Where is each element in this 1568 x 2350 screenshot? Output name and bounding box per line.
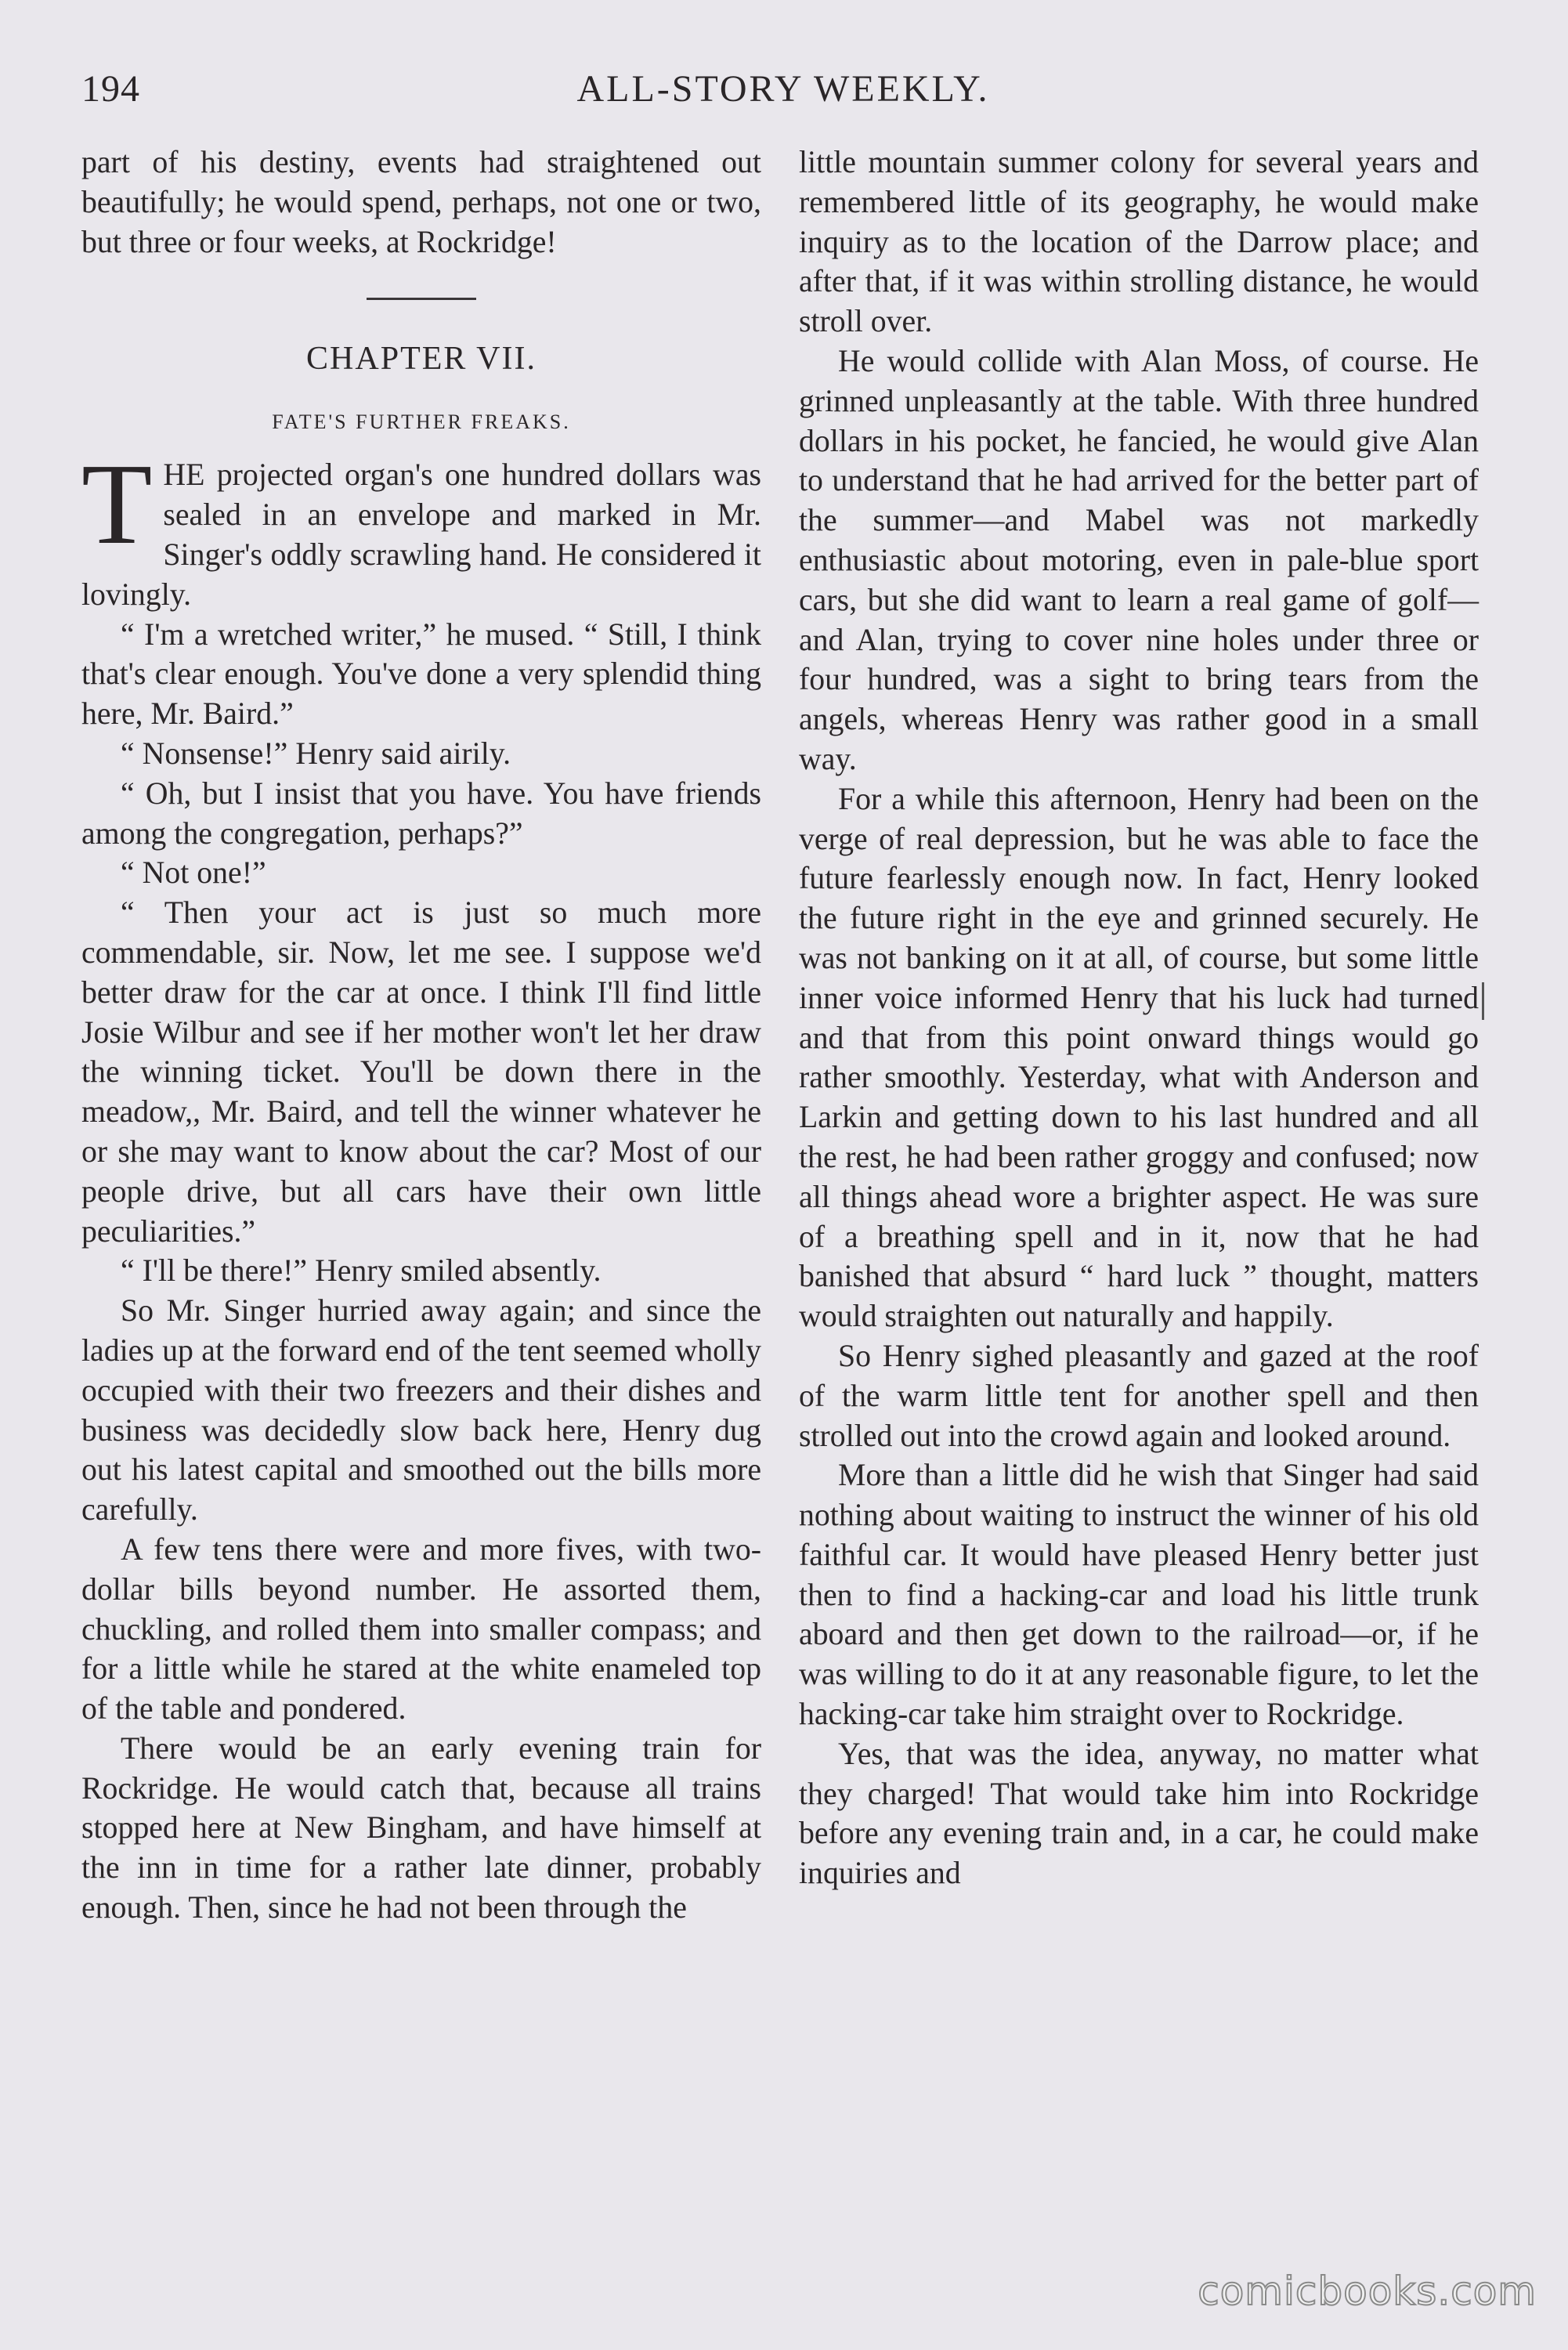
- opening-paragraph: [81, 440, 761, 614]
- paragraph: Yes, that was the idea, anyway, no matter what they charged! That would take him into Rockridge before any evening train and, in a car, he could make inquiries and: [799, 1736, 1479, 1891]
- paragraph: For a while this afternoon, Henry had been on the verge of real depression, but he was able to face the future fearlessly enough now. In fact, Henry looked the future right in the eye and grinned securely. He was not banking on it at all, of course, but some little inner voice informed Henry that his luck had turned and that from this point onward things would go rather smoothly. Yesterday, what with Anderson and Larkin and getting down to his last hundred and all the rest, he had been rather groggy and confused; now all things ahead wore a brighter aspect. He was sure of a breathing spell and in it, now that he had banished that absurd “ hard luck ” thought, matters would straighten out naturally and happily.: [799, 781, 1479, 1334]
- margin-mark: [1482, 982, 1484, 1020]
- running-head: [0, 67, 1568, 122]
- right-column: [799, 143, 1479, 1893]
- chapter-subtitle: FATE'S FURTHER FREAKS.: [272, 410, 571, 434]
- paragraph: “ Then your act is just so much more commendable, sir. Now, let me see. I suppose we'd better draw for the car at once. I think I'll find little Josie Wilbur and see if her mother won't let her draw the winning ticket. You'll be down there in the meadow,, Mr. Baird, and tell the winner whatever he or she may want to know about the car? Most of our people drive, but all cars have their own little peculiarities.”: [81, 895, 761, 1249]
- paragraph: So Mr. Singer hurried away again; and since the ladies up at the forward end of the tent seemed wholly occupied with their two freezers and their dishes and business was decidedly slow back here, Henry dug out his latest capital and smoothed out the bills more carefully.: [81, 1293, 761, 1528]
- paragraph: “ I'll be there!” Henry smiled absently.: [121, 1253, 602, 1289]
- paragraph: So Henry sighed pleasantly and gazed at the roof of the warm little tent for another spell and then strolled out into the crowd again and looked around.: [799, 1338, 1479, 1453]
- paragraph: A few tens there were and more fives, with two-dollar bills beyond number. He assorted them, chuckling, and rolled them into smaller compass; and for a little while he stared at the white enameled top of the table and pondered.: [81, 1531, 761, 1726]
- magazine-title: ALL-STORY WEEKLY.: [576, 68, 990, 110]
- chapter-heading: CHAPTER VII.: [306, 341, 537, 378]
- paragraph: “ Nonsense!” Henry said airily.: [121, 736, 511, 771]
- paragraph: “ Not one!”: [121, 855, 266, 891]
- paragraph: “ Oh, but I insist that you have. You have friends among the congregation, perhaps?”: [81, 776, 761, 851]
- left-column: [81, 143, 761, 1928]
- page-number: 194: [81, 68, 140, 110]
- paragraph: He would collide with Alan Moss, of course. He grinned unpleasantly at the table. With three hundred dollars in his pocket, he fancied, he would give Alan to understand that he had arrived for the better part of the summer—and Mabel was not markedly enthusiastic about motoring, even in pale-blue sport cars, but she did want to learn a real game of golf—and Alan, trying to cover nine holes under three or four hundred, was a sight to bring tears from the angels, whereas Henry was rather good in a small way.: [799, 343, 1479, 776]
- paragraph: There would be an early evening train for Rockridge. He would catch that, because all trains stopped here at New Bingham, and have himself at the inn in time for a rather late dinner, probably enough. Then, since he had not been through the: [81, 1730, 761, 1925]
- opening-paragraph-text: HE projected organ's one hundred dollars was sealed in an envelope and marked in Mr. Singer's oddly scrawling hand. He considered it lovingly.: [81, 457, 761, 612]
- continued-paragraph: part of his destiny, events had straightened out beautifully; he would spend, perhaps, not one or two, but three or four weeks, at Rockridge!: [81, 145, 761, 259]
- continued-paragraph: little mountain summer colony for several years and remembered little of its geography, he would make inquiry as to the location of the Darrow place; and after that, if it was within strolling distance, he would stroll over.: [799, 145, 1479, 339]
- drop-cap: T: [81, 440, 153, 569]
- section-divider: [367, 298, 476, 300]
- paragraph: More than a little did he wish that Singer had said nothing about waiting to instruct the winner of his old faithful car. It would have pleased Henry better just then to find a hacking-car and load his little trunk aboard and then get down to the railroad—or, if he was willing to do it at any reasonable figure, to let the hacking-car take him straight over to Rockridge.: [799, 1458, 1479, 1732]
- watermark: comicbooks.com: [1198, 2269, 1537, 2314]
- paragraph: “ I'm a wretched writer,” he mused. “ Still, I think that's clear enough. You've done a very splendid thing here, Mr. Baird.”: [81, 616, 761, 732]
